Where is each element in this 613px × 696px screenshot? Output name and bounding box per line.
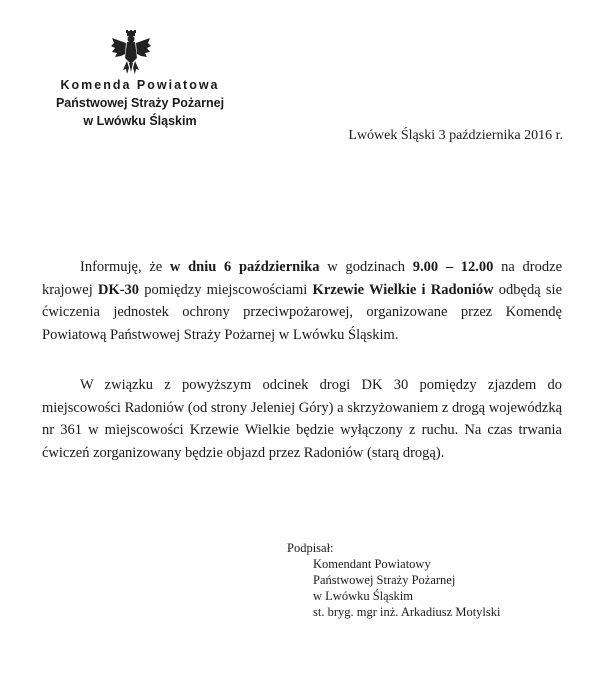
p1-text-1: Informuję, że xyxy=(80,259,170,275)
signature-line-3: w Lwówku Śląskim xyxy=(313,589,413,603)
signature-line-1: Komendant Powiatowy xyxy=(313,557,431,571)
signature-block xyxy=(287,540,501,620)
p1-bold-hours: 9.00 – 12.00 xyxy=(412,259,494,275)
eagle-emblem-icon xyxy=(110,30,152,76)
signature-label: Podpisał: xyxy=(287,541,334,555)
signature-line-2: Państwowej Straży Pożarnej xyxy=(313,573,456,587)
paragraph-2 xyxy=(42,374,562,464)
paragraph-1 xyxy=(42,256,562,346)
paragraph-2-text: W związku z powyższym odcinek drogi DK 30 pomiędzy zjazdem do miejscowości Radoniów (od strony Jeleniej Góry) a skrzyżowaniem z drogą wojewódzką nr 361 w miejscowości Krzewie Wielkie będzie wyłączony z ruchu. Na czas trwania ćwiczeń zorganizowany będzie objazd przez Radoniów (starą drogą). xyxy=(42,377,562,461)
signature-line-4: st. bryg. mgr inż. Arkadiusz Motylski xyxy=(313,605,501,619)
p1-text-4: pomiędzy miejscowościami xyxy=(139,281,313,298)
p1-bold-date: w dniu 6 października xyxy=(169,259,320,275)
letterhead-line-1: Komenda Powiatowa xyxy=(60,78,220,92)
letterhead-line-2: Państwowej Straży Pożarnej xyxy=(55,96,225,110)
p1-text-3: na drodze krajowej xyxy=(42,259,563,298)
date-line: Lwówek Śląski 3 października 2016 r. xyxy=(348,128,563,143)
p1-text-5: odbędą sie ćwiczenia jednostek ochrony przeciwpożarowej, organizowane przez Komendę Powiatową Państwowej Straży Pożarnej w Lwówku Śląskim. xyxy=(42,281,562,343)
p1-bold-places: Krzewie Wielkie i Radoniów xyxy=(312,281,494,298)
p1-text-2: w godzinach xyxy=(319,259,413,275)
p1-bold-road: DK-30 xyxy=(97,281,140,298)
letterhead xyxy=(40,76,240,130)
letterhead-line-3: w Lwówku Śląskim xyxy=(83,114,197,128)
